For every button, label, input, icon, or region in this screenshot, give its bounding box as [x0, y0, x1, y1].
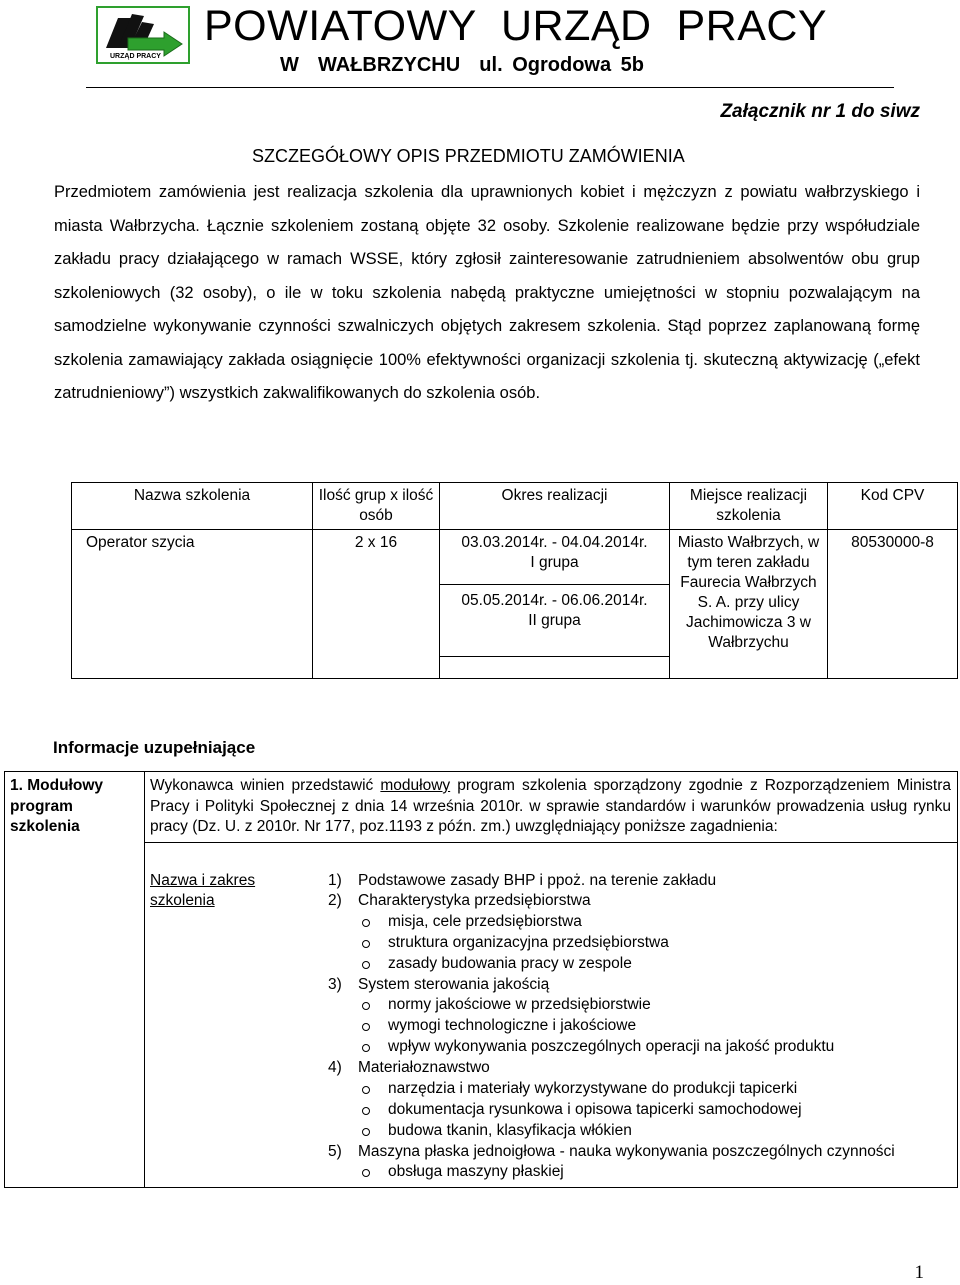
org-name: POWIATOWY URZĄD PRACY: [204, 2, 828, 50]
sub-item-text: dokumentacja rysunkowa i opisowa tapicerki samochodowej: [388, 1100, 802, 1118]
cpv-code: 80530000-8: [828, 530, 958, 585]
empty-cell: [670, 656, 828, 679]
circle-bullet-icon: [360, 1162, 374, 1183]
item-text: System sterowania jakością: [358, 975, 550, 993]
item-text: Maszyna płaska jednoigłowa - nauka wykonywania poszczególnych czynności: [358, 1142, 895, 1160]
info-heading: Informacje uzupełniające: [53, 738, 256, 757]
period-2: 05.05.2014r. - 06.06.2014r.: [461, 591, 648, 609]
header-cell: Okres realizacji: [440, 483, 670, 530]
item-text: Charakterystyka przedsiębiorstwa: [358, 892, 591, 909]
sub-item-text: obsługa maszyny płaskiej: [388, 1163, 564, 1180]
sub-item-text: misja, cele przedsiębiorstwa: [388, 912, 582, 930]
list-item: [328, 871, 952, 892]
topics-list: [280, 871, 952, 1184]
empty-cell: [828, 584, 958, 656]
item-number: 2): [328, 892, 342, 909]
sub-item-text: normy jakościowe w przedsiębiorstwie: [388, 996, 651, 1013]
info-row: [5, 842, 958, 1188]
item-number: 1): [328, 871, 342, 889]
sub-list-item: [328, 1037, 952, 1058]
empty-cell: [72, 656, 313, 679]
info-table: [4, 771, 958, 1188]
item-number: 5): [328, 1142, 342, 1160]
sub-list-item: [328, 1016, 952, 1037]
topics-label: Nazwa i zakres szkolenia: [150, 871, 256, 909]
list-item: [328, 975, 952, 996]
sub-item-text: struktura organizacyjna przedsiębiorstwa: [388, 933, 669, 951]
header-divider: [86, 87, 894, 88]
empty-cell: [313, 656, 440, 679]
circle-bullet-icon: [360, 912, 374, 933]
table-header-row: [72, 483, 958, 530]
circle-bullet-icon: [360, 1016, 374, 1037]
sub-list-item: [328, 1079, 952, 1100]
item-number: 4): [328, 1059, 342, 1076]
group-1: I grupa: [530, 554, 579, 571]
empty-cell: [440, 656, 670, 679]
sub-item-text: zasady budowania pracy w zespole: [388, 954, 632, 972]
empty-cell: [313, 584, 440, 656]
empty-cell: [828, 656, 958, 679]
sub-item-text: narzędzia i materiały wykorzystywane do produkcji tapicerki: [388, 1079, 798, 1097]
item-text: Podstawowe zasady BHP i ppoż. na terenie zakładu: [358, 871, 717, 889]
list-item: [328, 1058, 952, 1079]
sub-list-item: [328, 912, 952, 933]
circle-bullet-icon: [360, 1079, 374, 1100]
info-description: [145, 772, 958, 843]
info-row: [5, 772, 958, 843]
desc-post: program szkolenia sporządzony zgodnie z Rozporządzeniem Ministra Pracy i Polityki Społecznej z dnia 14 września 2010r. w sprawie standardów i warunków prowadzenia usług rynku pracy (Dz. U. z 2010r. Nr 177, poz.1193 z późn. zm.) uwzględniający poniższe zagadnienia:: [150, 777, 951, 835]
info-label: 1. Modułowy program szkolenia: [5, 772, 145, 843]
attachment-label: Załącznik nr 1 do siwz: [720, 101, 920, 122]
circle-bullet-icon: [360, 954, 374, 975]
training-name: Operator szycia: [72, 530, 313, 585]
logo: [96, 6, 190, 64]
header-cell: Nazwa szkolenia: [72, 483, 313, 530]
period-cell: [440, 584, 670, 656]
desc-pre: Wykonawca winien przedstawić: [150, 777, 381, 794]
sub-list-item: [328, 995, 952, 1016]
sub-list-item: [328, 1100, 952, 1121]
page-number: 1: [914, 1262, 924, 1283]
circle-bullet-icon: [360, 995, 374, 1016]
sub-list-item: [328, 1162, 952, 1183]
header-cell: Miejsce realizacji szkolenia: [670, 483, 828, 530]
document-title: SZCZEGÓŁOWY OPIS PRZEDMIOTU ZAMÓWIENIA: [252, 146, 685, 166]
desc-underlined: modułowy: [380, 777, 451, 794]
sub-list-item: [328, 1121, 952, 1142]
empty-cell: [72, 584, 313, 656]
circle-bullet-icon: [360, 1100, 374, 1121]
sub-item-text: budowa tkanin, klasyfikacja włókien: [388, 1121, 632, 1139]
list-item: [328, 1142, 952, 1163]
period-1: 03.03.2014r. - 04.04.2014r.: [461, 534, 648, 551]
item-number: 3): [328, 975, 342, 993]
groups-count: 2 x 16: [313, 530, 440, 585]
training-place: Miasto Wałbrzych, w tym teren zakładu Faurecia Wałbrzych S. A. przy ulicy Jachimowicza 3 w Wałbrzychu: [670, 530, 828, 657]
topics-block: [150, 871, 952, 1184]
logo-text: URZĄD PRACY: [110, 53, 161, 60]
group-2: II grupa: [528, 611, 581, 629]
header-cell: Kod CPV: [828, 483, 958, 530]
topics-cell: [145, 842, 958, 1188]
training-table: [71, 482, 958, 679]
sub-list-item: [328, 954, 952, 975]
circle-bullet-icon: [360, 933, 374, 954]
circle-bullet-icon: [360, 1121, 374, 1142]
org-address: W WAŁBRZYCHU ul. Ogrodowa 5b: [280, 54, 644, 76]
table-footer-row: [72, 656, 958, 679]
sub-item-text: wpływ wykonywania poszczególnych operacji na jakość produktu: [388, 1038, 835, 1055]
item-text: Materiałoznawstwo: [358, 1059, 490, 1076]
sub-item-text: wymogi technologiczne i jakościowe: [388, 1017, 637, 1034]
period-cell: [440, 530, 670, 585]
header-cell: Ilość grup x ilość osób: [313, 483, 440, 530]
list-item: [328, 891, 952, 912]
intro-paragraph: Przedmiotem zamówienia jest realizacja szkolenia dla uprawnionych kobiet i mężczyzn z powiatu wałbrzyskiego i miasta Wałbrzycha. Łącznie szkoleniem zostaną objęte 32 osoby. Szkolenie realizowane będzie przy współudziale zakładu pracy działającego w ramach WSSE, który zgłosił zainteresowanie zatrudnieniem absolwentów obu grup szkoleniowych (32 osoby), o ile w toku szkolenia nabędą praktyczne umiejętności w stopniu pozwalającym na samodzielne wykonywanie czynności szwalniczych objętych zakresem szkolenia. Stąd poprzez zaplanowaną formę szkolenia zamawiający zakłada osiągnięcie 100% efektywności organizacji szkolenia tj. skuteczną aktywizację („efekt zatrudnieniowy”) wszystkich zakwalifikowanych do szkolenia osób.: [54, 183, 920, 402]
circle-bullet-icon: [360, 1037, 374, 1058]
table-row: [72, 530, 958, 585]
sub-list-item: [328, 933, 952, 954]
empty-cell: [5, 842, 145, 1188]
